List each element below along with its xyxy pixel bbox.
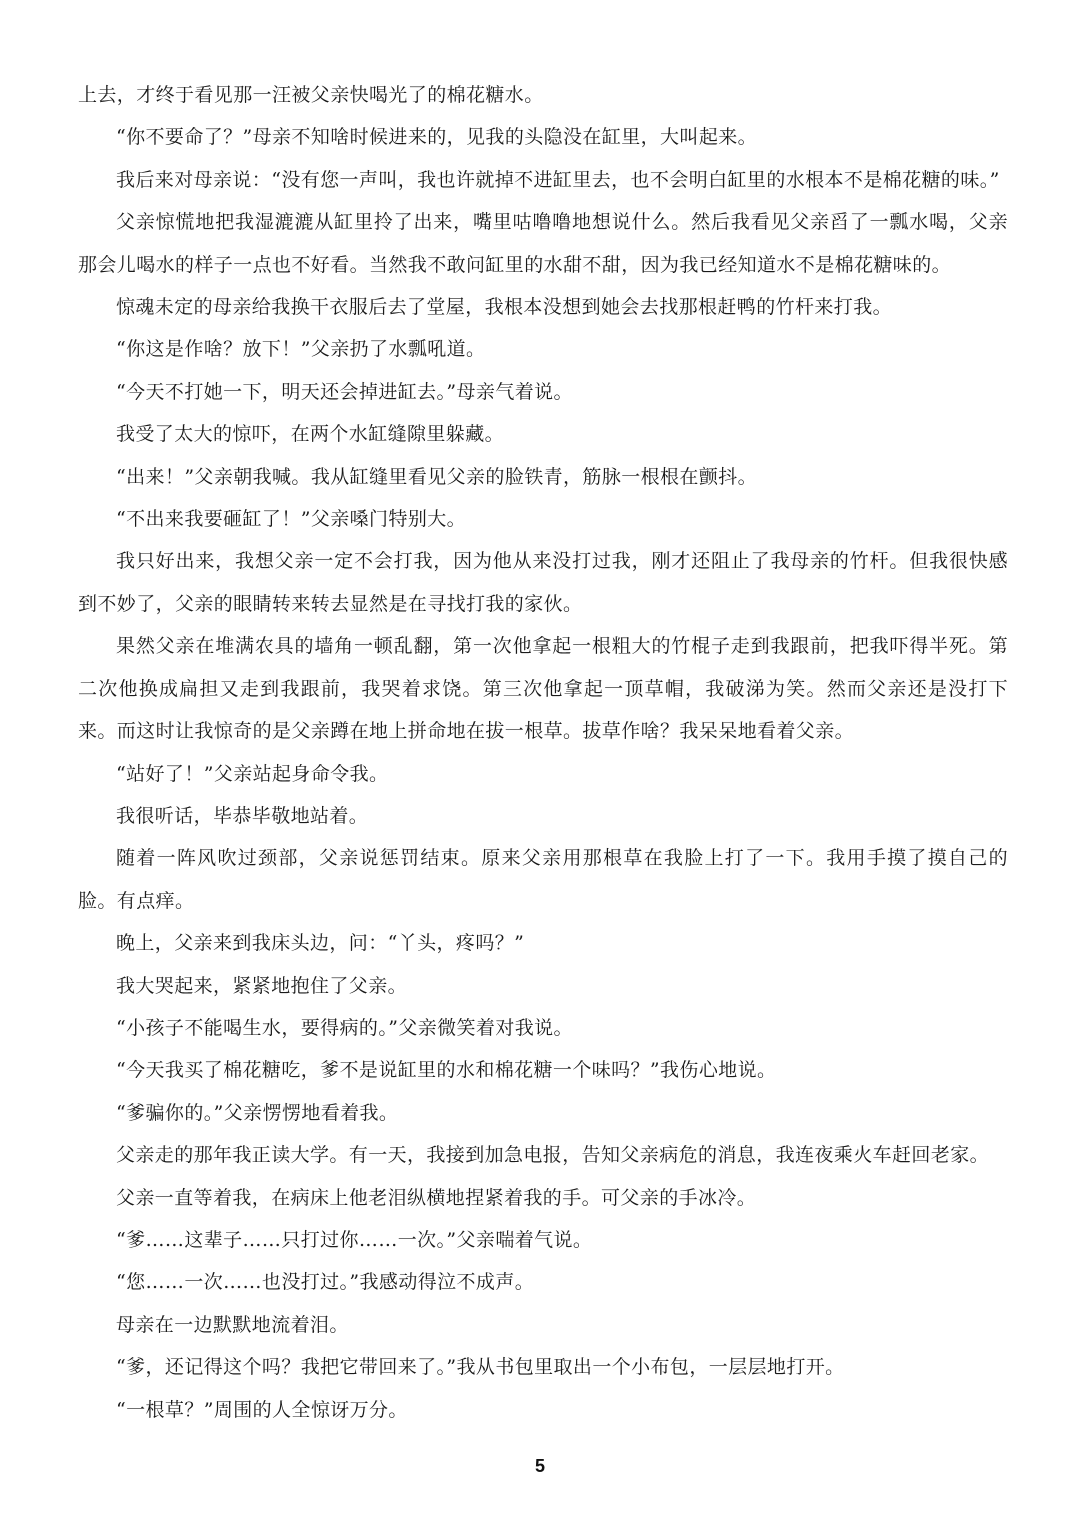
paragraph-20: “爹骗你的。”父亲愣愣地看着我。 — [116, 1101, 399, 1124]
paragraph-7: “今天不打她一下，明天还会掉进缸去。”母亲气着说。 — [116, 380, 573, 403]
paragraph-8: 我受了太大的惊吓，在两个水缸缝隙里躲藏。 — [116, 423, 505, 446]
paragraph-11: 我只好出来，我想父亲一定不会打我，因为他从来没打过我，刚才还阻止了我母亲的竹杆。但我很快感到不妙了，父亲的眼睛转来转去显然是在寻找打我的家伙。 — [78, 550, 1008, 615]
paragraph-19: “今天我买了棉花糖吃，爹不是说缸里的水和棉花糖一个味吗？”我伤心地说。 — [116, 1059, 777, 1082]
paragraph-3: 我后来对母亲说：“没有您一声叫，我也许就掉不进缸里去，也不会明白缸里的水根本不是棉花糖的味。” — [116, 168, 1000, 191]
paragraph-1: 上去，才终于看见那一汪被父亲快喝光了的棉花糖水。 — [78, 84, 544, 106]
paragraph-10: “不出来我要砸缸了！”父亲嗓门特别大。 — [116, 508, 467, 531]
paragraph-27: “一根草？”周围的人全惊讶万分。 — [116, 1398, 408, 1421]
paragraph-4: 父亲惊慌地把我湿漉漉从缸里拎了出来，嘴里咕噜噜地想说什么。然后我看见父亲舀了一瓢水喝，父亲那会儿喝水的样子一点也不好看。当然我不敢问缸里的水甜不甜，因为我已经知道水不是棉花糖味的。 — [78, 211, 1008, 276]
paragraph-14: 我很听话，毕恭毕敬地站着。 — [116, 804, 369, 827]
paragraph-24: “您……一次……也没打过。”我感动得泣不成声。 — [116, 1271, 535, 1294]
paragraph-13: “站好了！”父亲站起身命令我。 — [116, 762, 389, 785]
paragraph-15: 随着一阵风吹过颈部，父亲说惩罚结束。原来父亲用那根草在我脸上打了一下。我用手摸了摸自己的脸。有点痒。 — [78, 847, 1008, 912]
paragraph-25: 母亲在一边默默地流着泪。 — [116, 1313, 349, 1336]
paragraph-6: “你这是作啥？放下！”父亲扔了水瓢吼道。 — [116, 338, 486, 361]
body-text — [78, 74, 1008, 1431]
paragraph-21: 父亲走的那年我正读大学。有一天，我接到加急电报，告知父亲病危的消息，我连夜乘火车赶回老家。 — [116, 1144, 990, 1167]
paragraph-5: 惊魂未定的母亲给我换干衣服后去了堂屋，我根本没想到她会去找那根赶鸭的竹杆来打我。 — [116, 296, 893, 319]
paragraph-16: 晚上，父亲来到我床头边，问：“丫头，疼吗？” — [116, 932, 525, 955]
paragraph-23: “爹……这辈子……只打过你……一次。”父亲喘着气说。 — [116, 1228, 593, 1251]
paragraph-12: 果然父亲在堆满农具的墙角一顿乱翻，第一次他拿起一根粗大的竹棍子走到我跟前，把我吓得半死。第二次他换成扁担又走到我跟前，我哭着求饶。第三次他拿起一顶草帽，我破涕为笑。然而父亲还是没打下来。而这时让我惊奇的是父亲蹲在地上拼命地在拔一根草。拔草作啥？我呆呆地看着父亲。 — [78, 635, 1008, 743]
paragraph-17: 我大哭起来，紧紧地抱住了父亲。 — [116, 974, 408, 997]
paragraph-26: “爹，还记得这个吗？我把它带回来了。”我从书包里取出一个小布包，一层层地打开。 — [116, 1356, 845, 1379]
page-number: 5 — [534, 1456, 545, 1476]
paragraph-2: “你不要命了？”母亲不知啥时候进来的，见我的头隐没在缸里，大叫起来。 — [116, 126, 758, 149]
paragraph-9: “出来！”父亲朝我喊。我从缸缝里看见父亲的脸铁青，筋脉一根根在颤抖。 — [116, 465, 758, 488]
paragraph-18: “小孩子不能喝生水，要得病的。”父亲微笑着对我说。 — [116, 1016, 573, 1039]
paragraph-22: 父亲一直等着我，在病床上他老泪纵横地捏紧着我的手。可父亲的手冰冷。 — [116, 1186, 757, 1209]
